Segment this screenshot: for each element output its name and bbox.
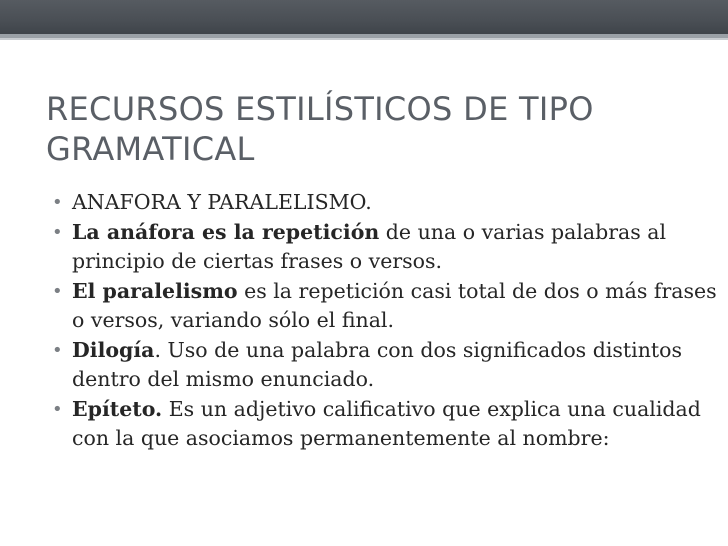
bullet-icon: •: [52, 339, 63, 361]
bullet-bold-text: Dilogía: [72, 337, 155, 362]
bullet-item: [52, 277, 722, 336]
bullet-list: [52, 188, 722, 454]
bullet-text: ANAFORA Y PARALELISMO.: [72, 190, 372, 214]
bullet-bold-text: Epíteto.: [72, 396, 163, 421]
bullet-item: [52, 395, 722, 454]
bullet-item: [52, 336, 722, 395]
header-accent-line-light: [0, 38, 728, 40]
bullet-text: de una o varias palabras al principio de ciertas frases o versos.: [72, 219, 667, 273]
bullet-text: es la repetición casi total de dos o más frases o versos, variando sólo el final.: [72, 278, 717, 332]
bullet-item: [52, 218, 722, 277]
header-band: [0, 0, 728, 34]
bullet-icon: •: [52, 192, 63, 213]
bullet-bold-text: La anáfora es la repetición: [72, 219, 380, 244]
bullet-item: [52, 188, 722, 218]
bullet-icon: •: [52, 398, 63, 420]
slide-title: RECURSOS ESTILÍSTICOS DE TIPO GRAMATICAL: [46, 90, 594, 168]
bullet-icon: •: [52, 221, 63, 243]
bullet-text: Es un adjetivo calificativo que explica una cualidad con la que asociamos permanentemente al nombre:: [72, 396, 701, 450]
bullet-text: . Uso de una palabra con dos significados distintos dentro del mismo enunciado.: [72, 337, 683, 391]
bullet-bold-text: El paralelismo: [72, 278, 238, 303]
bullet-icon: •: [52, 280, 63, 302]
